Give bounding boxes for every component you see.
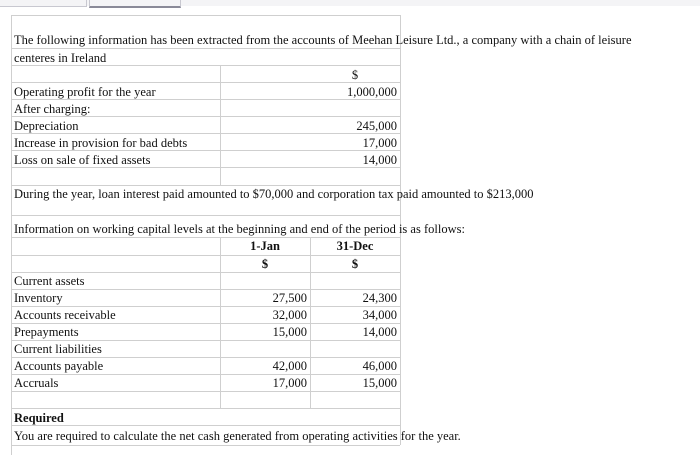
wc-row-label: Current liabilities — [14, 342, 102, 356]
wc-row-label: Accounts receivable — [14, 308, 116, 322]
wc-row-dec: 14,000 — [362, 325, 397, 339]
wc-row-jan: 27,500 — [272, 291, 307, 305]
wc-row-jan: 32,000 — [272, 308, 307, 322]
col-header-dec: 31-Dec — [336, 239, 374, 253]
wc-row-jan: 42,000 — [272, 359, 307, 373]
grid-line — [12, 408, 400, 409]
top-toolbar-strip — [0, 0, 700, 6]
wc-row-label: Accounts payable — [14, 359, 104, 373]
col-currency-jan: $ — [261, 257, 269, 271]
wc-row-label: Inventory — [14, 291, 63, 305]
profit-row-label: Loss on sale of fixed assets — [14, 153, 151, 167]
intro-line-2: centeres in Ireland — [14, 51, 107, 65]
spreadsheet — [11, 15, 700, 455]
profit-row-value: 245,000 — [356, 119, 397, 133]
grid-line — [12, 215, 400, 216]
required-text: You are required to calculate the net cash generated from operating activities for the year. — [14, 429, 461, 443]
wc-row-dec: 34,000 — [362, 308, 397, 322]
grid-line — [12, 391, 400, 392]
profit-row-label: Increase in provision for bad debts — [14, 136, 188, 150]
profit-currency-label: $ — [351, 68, 359, 82]
working-capital-intro: Information on working capital levels at the beginning and end of the period is as follows: — [14, 222, 465, 236]
required-heading: Required — [14, 411, 64, 425]
toolbar-tab-1[interactable] — [0, 0, 87, 7]
grid-line — [220, 65, 221, 185]
wc-row-jan: 15,000 — [272, 325, 307, 339]
grid-line — [12, 15, 400, 16]
wc-row-jan: 17,000 — [272, 376, 307, 390]
grid-line — [12, 48, 400, 49]
profit-row-label: Operating profit for the year — [14, 85, 156, 99]
wc-row-dec: 24,300 — [362, 291, 397, 305]
wc-row-label: Current assets — [14, 274, 85, 288]
profit-row-value: 1,000,000 — [347, 85, 397, 99]
grid-line — [12, 445, 400, 446]
profit-row-label: After charging: — [14, 102, 91, 116]
grid-line — [12, 425, 400, 426]
interest-note: During the year, loan interest paid amounted to $70,000 and corporation tax paid amounted to $213,000 — [14, 187, 534, 201]
wc-row-label: Accruals — [14, 376, 59, 390]
intro-line-1: The following information has been extracted from the accounts of Meehan Leisure Ltd., a company with a chain of leisure — [14, 33, 632, 47]
wc-row-dec: 46,000 — [362, 359, 397, 373]
wc-row-dec: 15,000 — [362, 376, 397, 390]
profit-row-value: 14,000 — [362, 153, 397, 167]
col-currency-dec: $ — [351, 257, 359, 271]
col-header-jan: 1-Jan — [250, 239, 280, 253]
toolbar-tab-2[interactable] — [89, 0, 181, 8]
wc-row-label: Prepayments — [14, 325, 79, 339]
profit-row-value: 17,000 — [362, 136, 397, 150]
profit-row-label: Depreciation — [14, 119, 79, 133]
